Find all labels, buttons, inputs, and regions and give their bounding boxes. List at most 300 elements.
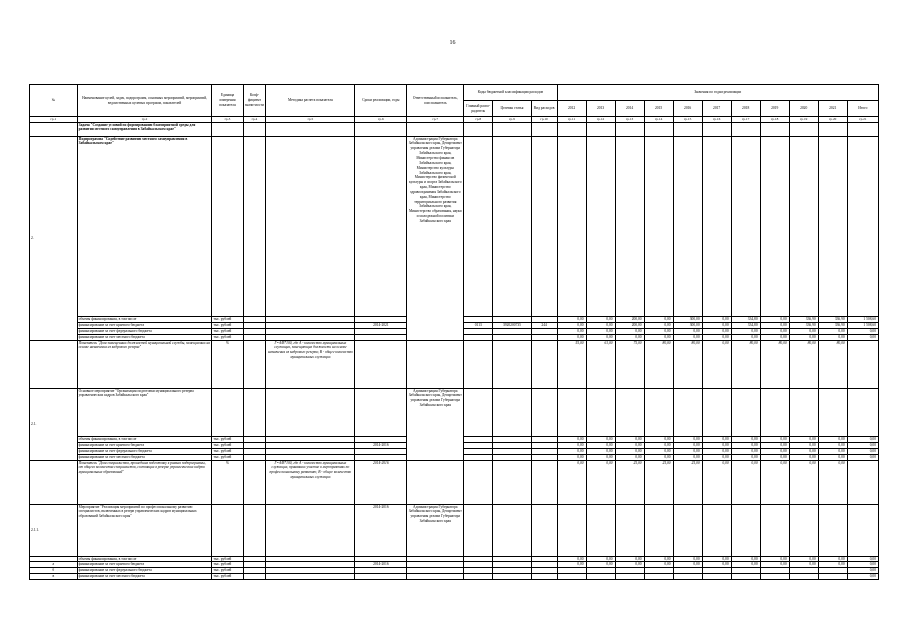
finance-terms [355, 574, 407, 580]
value-cell: 0,00 [760, 448, 789, 454]
header-grbs: Главный распо-рядитель [464, 101, 493, 117]
table-cell [493, 574, 531, 580]
value-cell: 0,00 [760, 316, 789, 322]
table-cell [355, 388, 407, 436]
finance-name: финансирование за счет местного бюджета [77, 454, 212, 460]
finance-name: объемы финансирования, в том числе [77, 316, 212, 322]
table-cell [464, 504, 493, 556]
value-cell: 0,00 [760, 334, 789, 340]
value-cell: 0,00 [644, 328, 673, 334]
header-coef: Коэф-фициент значи-мости [243, 85, 266, 117]
table-cell [493, 136, 531, 316]
value-cell: 0,00 [615, 562, 644, 568]
header-unit: Единица измерения показателя [212, 85, 243, 117]
total-cell: 1 508,60 [847, 322, 878, 328]
value-cell: 0,00 [760, 562, 789, 568]
header-year: 2019 [760, 101, 789, 117]
value-cell: 61,00 [586, 340, 615, 388]
table-cell [789, 388, 818, 436]
value-cell: 0,00 [731, 442, 760, 448]
value-cell: 0,00 [557, 334, 586, 340]
table-cell [266, 388, 355, 436]
table-cell [644, 136, 673, 316]
table-cell [531, 122, 557, 136]
value-cell: 0,00 [557, 460, 586, 504]
total-cell: 0,00 [847, 328, 878, 334]
value-cell: 0,00 [586, 556, 615, 562]
value-cell: 0,00 [818, 328, 847, 334]
value-cell: 200,00 [615, 316, 644, 322]
table-cell [355, 340, 407, 388]
table-cell [702, 504, 731, 556]
value-cell: 0,00 [760, 454, 789, 460]
value-cell: 0,00 [673, 442, 702, 448]
table-cell [493, 460, 531, 504]
table-cell [407, 340, 464, 388]
table-cell [702, 122, 731, 136]
value-cell: 0,00 [789, 334, 818, 340]
value-cell: 0,00 [644, 562, 673, 568]
value-cell: 334,80 [731, 316, 760, 322]
responsible-cell: Администрация Губернатора Забайкальского края, Департамент управления делами Губернатора Забайкальского края, Министерство финансов Забайкальского края, Министерство культуры Забайкальского края, Министерство физической культуры и спорта Забайкальского края, Министерство здравоохранения Забайкальского края, Министерство территориального развития Забайкальского края, Министерство образования, науки и молодежной политики Забайкальского края [407, 136, 464, 340]
table-cell [30, 460, 78, 504]
value-cell: 0,00 [760, 442, 789, 448]
table-cell [557, 388, 586, 436]
finance-name: объемы финансирования, в том числе [77, 436, 212, 442]
value-cell: 0,00 [702, 334, 731, 340]
value-cell: 80,00 [818, 340, 847, 388]
value-cell: 0,00 [557, 448, 586, 454]
table-cell [731, 136, 760, 316]
finance-name: финансирование за счет краевого бюджета [77, 562, 212, 568]
table-cell [531, 136, 557, 316]
value-cell [644, 574, 673, 580]
table-cell [243, 136, 266, 316]
table-cell [531, 574, 557, 580]
value-cell: 80,00 [760, 340, 789, 388]
activity-row [30, 504, 879, 556]
header-budget-codes: Коды бюджетной классификации расходов [464, 85, 557, 101]
task-row [30, 122, 879, 136]
column-number: гр.8 [464, 117, 493, 123]
value-cell: 336,90 [789, 322, 818, 328]
value-cell: 0,00 [557, 316, 586, 322]
value-cell: 0,00 [644, 448, 673, 454]
total-cell [847, 460, 878, 504]
table-cell [557, 504, 586, 556]
header-year: 2012 [557, 101, 586, 117]
table-cell [243, 504, 266, 556]
value-cell: 0,00 [818, 460, 847, 504]
value-cell: 0,00 [818, 562, 847, 568]
value-cell: 0,00 [818, 556, 847, 562]
table-cell [557, 136, 586, 316]
value-cell: 0,00 [702, 328, 731, 334]
value-cell: 0,00 [789, 454, 818, 460]
table-cell [243, 574, 266, 580]
value-cell: 0,00 [731, 556, 760, 562]
value-cell: 0,00 [702, 460, 731, 504]
value-cell: 0,00 [586, 328, 615, 334]
value-cell: 0,00 [615, 448, 644, 454]
table-cell [818, 504, 847, 556]
value-cell: 75,00 [615, 340, 644, 388]
table-cell [760, 122, 789, 136]
finance-name: финансирование за счет местного бюджета [77, 574, 212, 580]
total-cell: 0,00 [847, 448, 878, 454]
value-cell: 0,00 [818, 436, 847, 442]
table-cell [30, 122, 78, 136]
table-cell [731, 388, 760, 436]
value-cell: 0,00 [586, 448, 615, 454]
table-cell [266, 504, 355, 556]
header-year: 2015 [644, 101, 673, 117]
table-cell [243, 122, 266, 136]
table-cell [493, 340, 531, 388]
value-cell: 0,00 [760, 328, 789, 334]
activity-name: Основное мероприятие "Организация подготовки муниципального резерва управленческих кадров Забайкальского края" [77, 388, 212, 436]
value-cell: 0,00 [586, 436, 615, 442]
indicator-method: Г=А/В*100, где А - количество муниципальных служащих, замещающих должности на основе назначения из кадрового резерва; В - общее количество муниципальных служащих [266, 340, 355, 388]
table-cell: 3920200735 [493, 322, 531, 328]
finance-name: финансирование за счет федерального бюджета [77, 328, 212, 334]
value-cell: 0,00 [586, 334, 615, 340]
indicator-row [30, 460, 879, 504]
value-cell: 0,00 [557, 556, 586, 562]
value-cell: 0,00 [557, 328, 586, 334]
column-number: гр.3 [212, 117, 243, 123]
main-activity-row [30, 388, 879, 436]
table-cell [818, 388, 847, 436]
table-cell [407, 122, 464, 136]
table-cell: 244 [531, 322, 557, 328]
table-cell [243, 340, 266, 388]
table-cell [644, 122, 673, 136]
value-cell [731, 574, 760, 580]
table-cell [464, 122, 493, 136]
value-cell: 0,00 [644, 436, 673, 442]
header-year: 2014 [615, 101, 644, 117]
value-cell: 0,00 [615, 454, 644, 460]
column-number: гр.13 [615, 117, 644, 123]
subprogram-name: Подпрограмма "Содействие развитию местного самоуправления в Забайкальском крае" [77, 136, 212, 316]
value-cell: 0,00 [644, 322, 673, 328]
subprogram-row [30, 136, 879, 316]
value-cell: 0,00 [673, 556, 702, 562]
value-cell: 0,00 [673, 562, 702, 568]
value-cell: 0,00 [789, 328, 818, 334]
column-number: гр.5 [266, 117, 355, 123]
value-cell: 0,00 [702, 562, 731, 568]
value-cell: 0,00 [731, 448, 760, 454]
column-number: гр.14 [644, 117, 673, 123]
table-cell [464, 136, 493, 316]
column-number: гр.2 [77, 117, 212, 123]
value-cell: 0,00 [731, 328, 760, 334]
table-cell [673, 122, 702, 136]
table-cell [464, 388, 493, 436]
value-cell: 336,90 [789, 316, 818, 322]
value-cell: 0,00 [673, 436, 702, 442]
table-cell [531, 504, 557, 556]
table-cell [760, 388, 789, 436]
header-no: № [30, 85, 78, 117]
table-cell [531, 460, 557, 504]
header-responsible: Ответственный исполнитель, соисполнитель [407, 85, 464, 117]
table-cell [493, 388, 531, 436]
value-cell: 80,00 [731, 340, 760, 388]
indicator-name: Показатель "Доля специалистов, прошедших подготовку в рамках подпрограммы, от общего количества специалистов, состоящих в резерве управленческих кадров муниципальных образований" [77, 460, 212, 504]
table-cell [789, 504, 818, 556]
total-cell: 0,00 [847, 562, 878, 568]
table-cell [615, 122, 644, 136]
value-cell: 334,80 [731, 322, 760, 328]
value-cell: 0,00 [818, 442, 847, 448]
value-cell: 0,00 [818, 334, 847, 340]
header-type: Вид расходов [531, 101, 557, 117]
value-cell: 0,00 [702, 436, 731, 442]
value-cell: 0,00 [673, 334, 702, 340]
table-cell [789, 136, 818, 316]
table-cell [266, 574, 355, 580]
value-cell: 25,00 [644, 460, 673, 504]
finance-name: финансирование за счет краевого бюджета [77, 322, 212, 328]
header-method: Методика расчета показателя [266, 85, 355, 117]
table-cell [493, 122, 531, 136]
value-cell: 0,00 [731, 460, 760, 504]
value-cell: 0,00 [702, 316, 731, 322]
header-total: Итого [847, 101, 878, 117]
value-cell: 0,00 [818, 454, 847, 460]
finance-unit: тыс. рублей [212, 328, 243, 334]
value-cell: 0,00 [644, 316, 673, 322]
finance-unit: тыс. рублей [212, 568, 243, 574]
table-cell [847, 136, 878, 316]
table-cell [702, 388, 731, 436]
value-cell: 0,00 [702, 454, 731, 460]
value-cell: 80,00 [644, 340, 673, 388]
header-year: 2018 [731, 101, 760, 117]
value-cell [702, 574, 731, 580]
indicator-name: Показатель "Доля замещенных должностей муниципальной службы, замещаемых на основе назначения из кадрового резерва" [77, 340, 212, 388]
table-cell [464, 574, 493, 580]
column-number: гр.19 [789, 117, 818, 123]
value-cell: 0,00 [673, 328, 702, 334]
value-cell: 0,00 [818, 448, 847, 454]
table-cell: 0113 [464, 322, 493, 328]
responsible-cell: Администрация Губернатора Забайкальского края, Департамент управления делами Губернатора Забайкальского края [407, 388, 464, 460]
column-number: гр.15 [673, 117, 702, 123]
value-cell: 0,00 [586, 454, 615, 460]
finance-name: объемы финансирования, в том числе [77, 556, 212, 562]
value-cell [760, 574, 789, 580]
value-cell [586, 574, 615, 580]
value-cell: 0,00 [557, 442, 586, 448]
value-cell: 0,00 [731, 454, 760, 460]
value-cell: 0,00 [789, 448, 818, 454]
header-year: 2017 [702, 101, 731, 117]
value-cell: 0,00 [673, 454, 702, 460]
table-cell [464, 340, 493, 388]
total-cell: 0,00 [847, 454, 878, 460]
table-cell [531, 340, 557, 388]
total-cell [847, 340, 878, 388]
value-cell: 0,00 [760, 322, 789, 328]
page-number: 16 [449, 40, 456, 46]
value-cell: 55,00 [557, 340, 586, 388]
indicator-unit: % [212, 460, 243, 504]
table-cell [212, 136, 243, 316]
value-cell: 0,00 [731, 334, 760, 340]
value-cell: 0,00 [586, 562, 615, 568]
value-cell [557, 574, 586, 580]
value-cell: 0,00 [557, 562, 586, 568]
finance-unit: тыс. рублей [212, 454, 243, 460]
header-target: Целевая статья [493, 101, 531, 117]
responsible-cell: Администрация Губернатора Забайкальского края, Департамент управления делами Губернатора Забайкальского края [407, 504, 464, 556]
value-cell [818, 574, 847, 580]
value-cell: 0,00 [586, 460, 615, 504]
table-cell [847, 122, 878, 136]
finance-unit: тыс. рублей [212, 562, 243, 568]
table-cell [615, 388, 644, 436]
activity-name: Мероприятие "Реализация мероприятий по профессиональному развитию специалистов, включенных в резерв управленческих кадров муниципальных образований Забайкальского края" [77, 504, 212, 556]
value-cell: 0,00 [760, 556, 789, 562]
table-cell [212, 388, 243, 436]
value-cell: 0,00 [702, 340, 731, 388]
row-number: 2.1. [30, 388, 78, 460]
total-cell: 1 508,60 [847, 316, 878, 322]
finance-unit: тыс. рублей [212, 556, 243, 562]
value-cell: 0,00 [586, 442, 615, 448]
value-cell: 0,00 [644, 454, 673, 460]
header-year: 2021 [818, 101, 847, 117]
value-cell: 0,00 [789, 556, 818, 562]
column-number: гр.17 [731, 117, 760, 123]
table-cell [407, 574, 464, 580]
table-cell [407, 460, 464, 504]
finance-terms: 2014-2016 [355, 442, 407, 448]
column-number: гр.7 [407, 117, 464, 123]
table-cell [586, 136, 615, 316]
indicator-unit: % [212, 340, 243, 388]
table-cell [212, 504, 243, 556]
table-cell [266, 136, 355, 316]
value-cell: 0,00 [731, 562, 760, 568]
value-cell: 0,00 [702, 322, 731, 328]
value-cell: 0,00 [789, 436, 818, 442]
value-cell: 80,00 [673, 340, 702, 388]
row-number: 2. [30, 136, 78, 340]
value-cell: 0,00 [702, 448, 731, 454]
table-cell [586, 388, 615, 436]
finance-unit: тыс. рублей [212, 448, 243, 454]
column-number: гр.20 [818, 117, 847, 123]
table-cell [243, 460, 266, 504]
total-cell: 0,00 [847, 556, 878, 562]
table-cell [355, 136, 407, 316]
table-cell [531, 388, 557, 436]
header-years: Значения по годам реализации [557, 85, 878, 101]
indicator-method: Г=А/В*100, где А - количество муниципальных служащих, принявших участие в мероприятиях по профессиональному развитию; В - общее количество муниципальных служащих [266, 460, 355, 504]
table-cell [673, 504, 702, 556]
value-cell: 0,00 [702, 442, 731, 448]
value-cell: 0,00 [789, 562, 818, 568]
finance-unit: тыс. рублей [212, 574, 243, 580]
table-cell [615, 504, 644, 556]
total-cell: 0,00 [847, 334, 878, 340]
indicator-terms: 2014-2016 [355, 460, 407, 504]
table-cell [243, 388, 266, 436]
value-cell: 0,00 [615, 334, 644, 340]
finance-name: финансирование за счет местного бюджета [77, 334, 212, 340]
table-cell [789, 122, 818, 136]
finance-unit: тыс. рублей [212, 334, 243, 340]
finance-row [30, 574, 879, 580]
indicator-row [30, 340, 879, 388]
value-cell: 0,00 [760, 460, 789, 504]
column-number: гр.6 [355, 117, 407, 123]
value-cell: 0,00 [557, 436, 586, 442]
value-cell: 80,00 [789, 340, 818, 388]
header-year: 2013 [586, 101, 615, 117]
activity-terms: 2014-2016 [355, 504, 407, 556]
value-cell [673, 574, 702, 580]
value-cell [789, 574, 818, 580]
value-cell: 0,00 [615, 442, 644, 448]
column-number: гр.1 [30, 117, 78, 123]
table-cell [847, 504, 878, 556]
table-cell [212, 122, 243, 136]
value-cell [615, 574, 644, 580]
column-number: гр.11 [557, 117, 586, 123]
value-cell: 25,00 [673, 460, 702, 504]
column-number: гр.9 [493, 117, 531, 123]
table-cell [760, 136, 789, 316]
total-cell: 0,00 [847, 574, 878, 580]
value-cell: 0,00 [615, 328, 644, 334]
table-cell [586, 122, 615, 136]
table-cell [355, 122, 407, 136]
column-number: гр.10 [531, 117, 557, 123]
table-cell [586, 504, 615, 556]
value-cell: 336,90 [818, 316, 847, 322]
table-cell [731, 504, 760, 556]
total-cell: 0,00 [847, 568, 878, 574]
table-cell [464, 460, 493, 504]
table-cell [818, 136, 847, 316]
table-cell [731, 122, 760, 136]
header-year: 2016 [673, 101, 702, 117]
value-cell: 0,00 [644, 556, 673, 562]
finance-unit: тыс. рублей [212, 442, 243, 448]
value-cell: 300,00 [673, 322, 702, 328]
column-number: гр.18 [760, 117, 789, 123]
value-cell: 0,00 [644, 442, 673, 448]
table-cell [673, 388, 702, 436]
value-cell: 0,00 [702, 556, 731, 562]
table-cell [557, 122, 586, 136]
header-name: Наименование целей, задач, подпрограмм, основных мероприятий, мероприятий, ведомственных целевых программ, показателей [77, 85, 212, 117]
table-cell [702, 136, 731, 316]
program-table [29, 84, 879, 580]
total-cell: 0,00 [847, 436, 878, 442]
finance-terms: 2014-2021 [355, 322, 407, 328]
table-cell [644, 388, 673, 436]
table-cell [818, 122, 847, 136]
row-number: 2.1.1. [30, 504, 78, 556]
column-number: гр.16 [702, 117, 731, 123]
